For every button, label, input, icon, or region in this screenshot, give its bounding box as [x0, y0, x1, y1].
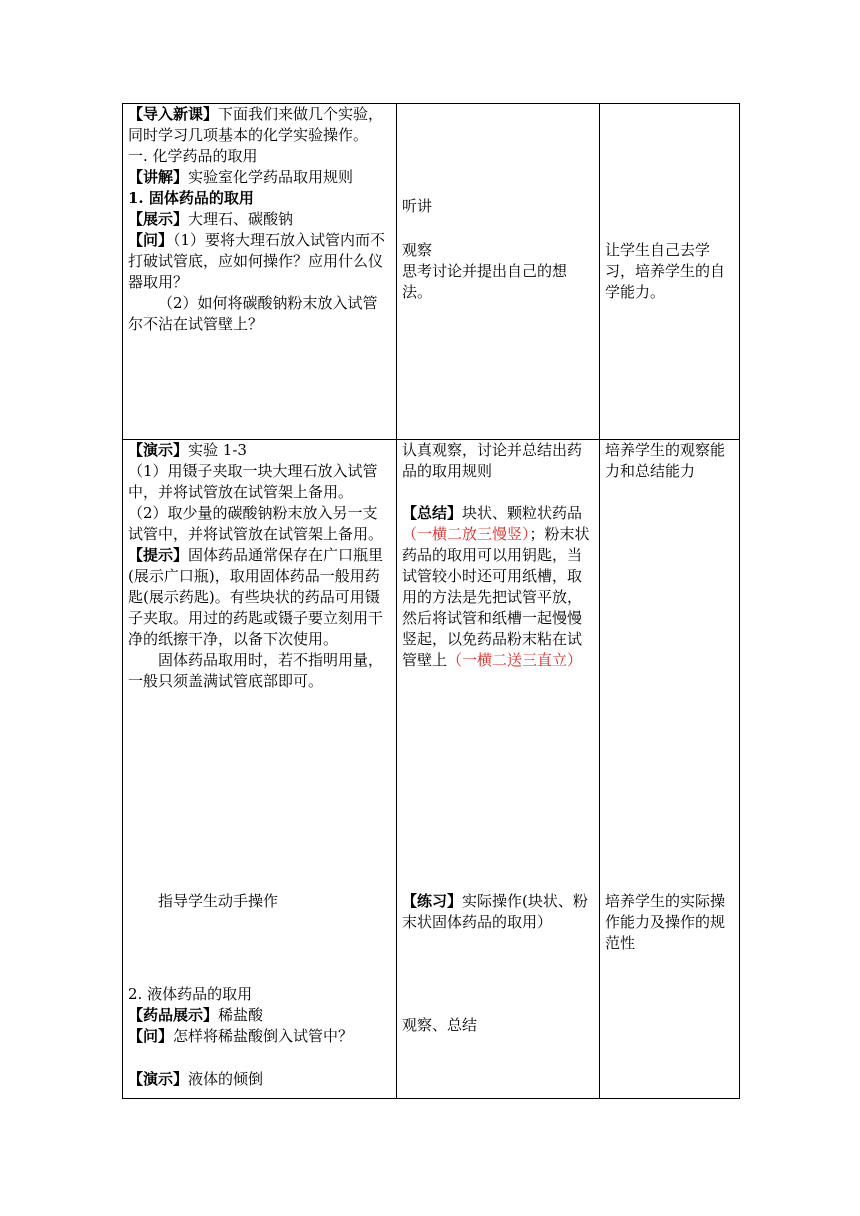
observe-discuss-text: 认真观察，讨论并总结出药品的取用规则 [402, 441, 583, 480]
teacher-activity-cell [123, 440, 397, 1099]
liquid-question-text: 怎样将稀盐酸倒入试管中？ [173, 1027, 354, 1045]
guide-text: 指导学生动手操作 [158, 892, 279, 910]
design-intent-cell [600, 440, 740, 1099]
student-activity-cell [397, 440, 600, 1099]
liquid-show-text: 稀盐酸 [218, 1006, 264, 1024]
intro-paragraph [128, 104, 392, 146]
teacher-activity-cell [123, 104, 397, 440]
observe-summary-text: 观察、总结 [402, 1016, 478, 1034]
liquid-question-line [128, 1026, 392, 1047]
practical-ability-text: 培养学生的实际操作能力及操作的规范性 [605, 892, 726, 952]
practice-tag: 【练习】 [402, 892, 463, 910]
lesson-table [122, 103, 740, 1099]
student-activity-cell [397, 104, 600, 440]
liquid-heading: 2. 液体药品的取用 [128, 985, 253, 1003]
step-1-text: （1）用镊子夹取一块大理石放入试管中，并将试管放在试管架上备用。 [128, 462, 378, 501]
summary-text-2: ；粉末状药品的取用可以用钥匙，当试管较小时还可用纸槽，取用的方法是先把试管平放，然后将试管和纸槽一起慢慢竖起，以免药品粉末粘在试管壁上 [402, 525, 590, 669]
observe-text: 观察 [402, 241, 433, 259]
tip-paragraph [128, 545, 392, 650]
observation-ability-text: 培养学生的观察能力和总结能力 [605, 441, 726, 480]
practice-paragraph [402, 891, 595, 933]
demo-line [128, 440, 392, 461]
tip-tag: 【提示】 [128, 546, 189, 564]
amount-text: 固体药品取用时，若不指明用量，一般只须盖满试管底部即可。 [128, 651, 384, 690]
liquid-demo-line [128, 1069, 392, 1090]
question-text: （1）要将大理石放入试管内而不打破试管底，应如何操作？应用什么仪器取用？ [128, 231, 386, 291]
design-intent-cell [600, 104, 740, 440]
summary-mnemonic-2: （一横二送三直立） [447, 651, 583, 669]
show-tag: 【展示】 [128, 210, 189, 228]
intro-tag: 【导入新课】 [128, 105, 219, 123]
liquid-demo-tag: 【演示】 [128, 1070, 189, 1088]
table-row [123, 440, 740, 1099]
liquid-demo-text: 液体的倾倒 [188, 1070, 264, 1088]
intro-text: 下面我们来做几个实验，同时学习几项基本的化学实验操作。 [128, 105, 384, 144]
tip-text: 固体药品通常保存在广口瓶里(展示广口瓶)，取用固体药品一般用药匙(展示药匙)。有些块状的药品可用镊子夹取。用过的药匙或镊子要立刻用干净的纸擦干净，以备下次使用。 [128, 546, 384, 648]
summary-tag: 【总结】 [402, 504, 463, 522]
summary-paragraph [402, 503, 595, 671]
liquid-show-tag: 【药品展示】 [128, 1006, 219, 1024]
listen-text: 听讲 [402, 197, 433, 215]
practice-text: 实际操作(块状、粉末状固体药品的取用） [402, 892, 588, 931]
question-tag: 【问】 [128, 231, 174, 249]
question-paragraph [128, 230, 392, 293]
explain-line [128, 167, 392, 188]
show-line [128, 209, 392, 230]
self-study-text: 让学生自己去学习，培养学生的自学能力。 [605, 241, 726, 301]
explain-text: 实验室化学药品取用规则 [188, 168, 354, 186]
summary-text: 块状、颗粒状药品 [462, 504, 583, 522]
summary-mnemonic-1: （一横二放三慢竖） [402, 525, 530, 543]
liquid-show-line [128, 1005, 392, 1026]
question-2-text: （2）如何将碳酸钠粉末放入试管尔不沾在试管壁上？ [128, 294, 378, 333]
table-row [123, 104, 740, 440]
subsection-heading: 1. 固体药品的取用 [128, 189, 254, 207]
liquid-question-tag: 【问】 [128, 1027, 174, 1045]
step-2-text: （2）取少量的碳酸钠粉末放入另一支试管中，并将试管放在试管架上备用。 [128, 504, 384, 543]
section-heading: 一. 化学药品的取用 [128, 147, 258, 165]
show-text: 大理石、碳酸钠 [188, 210, 294, 228]
explain-tag: 【讲解】 [128, 168, 189, 186]
think-text: 思考讨论并提出自己的想法。 [402, 262, 568, 301]
demo-tag: 【演示】 [128, 441, 189, 459]
demo-text: 实验 1-3 [188, 441, 247, 459]
